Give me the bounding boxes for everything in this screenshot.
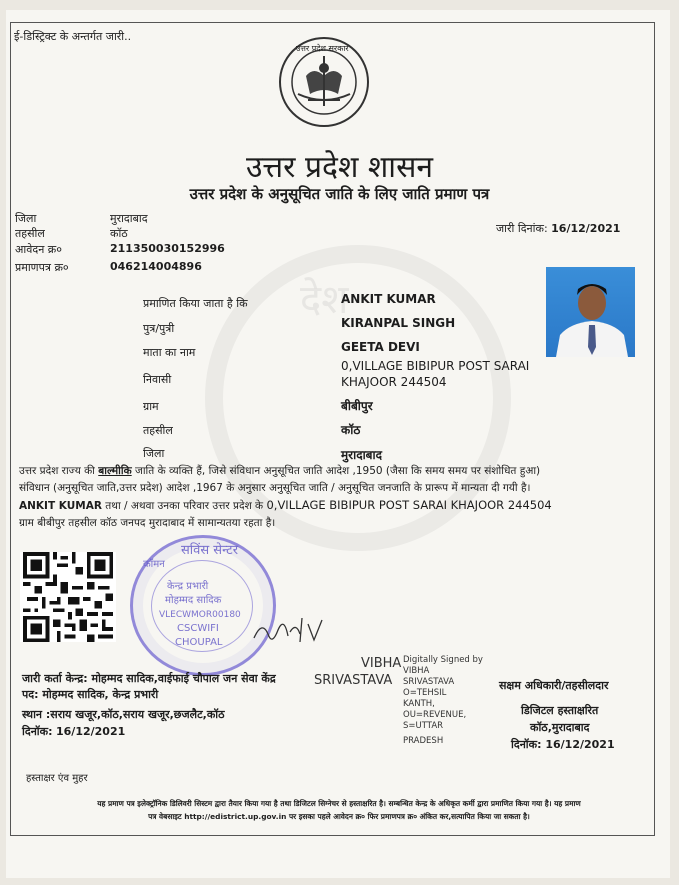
csc-seal-stamp bbox=[130, 535, 276, 676]
village-label: ग्राम bbox=[143, 400, 159, 413]
authority-date bbox=[511, 737, 615, 752]
tehsil-value: कॉठ bbox=[110, 227, 128, 240]
father-name: KIRANPAL SINGH bbox=[341, 316, 456, 330]
issue-date-value: 16/12/2021 bbox=[551, 222, 621, 235]
handwritten-signature bbox=[250, 612, 330, 652]
certify-label: प्रमाणित किया जाता है कि bbox=[143, 297, 248, 310]
tehsil-detail-value: कॉठ bbox=[341, 423, 361, 437]
qr-code-icon bbox=[20, 552, 116, 642]
address-line-1: 0,VILLAGE BIBIPUR POST SARAI bbox=[341, 359, 530, 373]
application-number: 211350030152996 bbox=[110, 242, 225, 255]
body-line-4: ग्राम बीबीपुर तहसील कॉठ जनपद मुरादाबाद में सामान्यतया रहता है। bbox=[19, 517, 276, 529]
sig-line: OU=REVENUE, bbox=[403, 710, 467, 720]
body-line-3: ANKIT KUMAR तथा / अथवा उनका परिवार उत्तर प्रदेश के 0,VILLAGE BIBIPUR POST SARAI KHAJOOR 244504 bbox=[19, 498, 552, 512]
header-note: ई-डिस्ट्रिक्ट के अन्तर्गत जारी.. bbox=[14, 30, 132, 43]
sig-line: O=TEHSIL bbox=[403, 688, 447, 698]
tehsil-label: तहसील bbox=[15, 227, 45, 240]
village-value: बीबीपुर bbox=[341, 399, 373, 413]
issuer-date-label: दिनॉक: bbox=[22, 725, 53, 738]
sig-line: SRIVASTAVA bbox=[403, 677, 455, 687]
body-line-2: संविधान (अनुसूचित जाति,उत्तर प्रदेश) आदेश ,1967 के अनुसार अनुसूचित जाति / अनुसूचित जनजाति के प्रारूप में मान्यता दी गयी है। bbox=[19, 482, 531, 494]
issuer-date-value: 16/12/2021 bbox=[56, 725, 126, 738]
district-detail-value: मुरादाबाद bbox=[341, 448, 383, 462]
digital-signature-details bbox=[403, 655, 483, 732]
caste-name: बाल्मीकि bbox=[98, 465, 132, 477]
address-line-2: KHAJOOR 244504 bbox=[341, 375, 447, 389]
sign-and-seal-label: हस्ताक्षर एंव मुहर bbox=[26, 773, 88, 784]
issue-date bbox=[496, 221, 620, 236]
seal-line-5: CHOUPAL bbox=[175, 637, 223, 648]
authority-date-value: 16/12/2021 bbox=[545, 738, 615, 751]
body-line-1: उत्तर प्रदेश राज्य की बाल्मीकि जाति के व्यक्ति हैं, जिसे संविधान अनुसूचित जाति आदेश ,1950 (जैसा कि समय समय पर संशोधित हुआ) bbox=[19, 465, 541, 477]
sig-pradesh: PRADESH bbox=[403, 736, 444, 746]
footer-note bbox=[14, 797, 664, 823]
authority-digital-signed: डिजिटल हस्ताक्षरित bbox=[521, 704, 599, 717]
sig-line: Digitally Signed by bbox=[403, 655, 483, 665]
applicant-name: ANKIT KUMAR bbox=[341, 292, 436, 306]
issuer-date bbox=[22, 724, 125, 739]
issue-date-label: जारी दिनांक: bbox=[496, 222, 548, 235]
seal-line-4: CSCWIFI bbox=[177, 623, 219, 634]
certificate-body bbox=[19, 463, 659, 532]
tehsil-detail-label: तहसील bbox=[143, 424, 173, 437]
watermark-text: देश bbox=[300, 277, 349, 323]
issuer-center: जारी कर्ता केन्द्र: मोहम्मद सादिक,वाईफाई चौपाल जन सेवा केंद्र bbox=[22, 672, 276, 685]
authority-date-label: दिनॉक: bbox=[511, 738, 542, 751]
footer-line-2: पत्र वेबसाइट http://edistrict.up.gov.in पर इसका पहले आवेदन क्र० फिर प्रमाणपत्र क्र० अंकित कर,सत्यापित किया जा सकता है। bbox=[148, 812, 530, 821]
seal-line-2: मोहम्मद सादिक bbox=[165, 595, 222, 606]
application-label: आवेदन क्र० bbox=[15, 243, 62, 256]
certificate-number: 046214004896 bbox=[110, 260, 202, 273]
address-label: निवासी bbox=[143, 373, 172, 386]
signer-name-line-2: SRIVASTAVA bbox=[314, 673, 393, 688]
issuer-place: स्थान :सराय खजूर,कॉठ,सराय खजूर,छजलैट,कॉठ bbox=[22, 708, 225, 721]
seal-arc-text: सविंस सेन्टर bbox=[181, 543, 239, 558]
seal-line-3: VLECWMOR00180 bbox=[159, 610, 241, 620]
sig-line: KANTH, bbox=[403, 699, 435, 709]
seal-arc-text-2: कॉमन bbox=[143, 559, 165, 570]
district-label: जिला bbox=[15, 212, 37, 225]
certificate-label: प्रमाणपत्र क्र० bbox=[15, 261, 69, 274]
page-title: उत्तर प्रदेश शासन bbox=[245, 150, 433, 185]
seal-line-1: केन्द्र प्रभारी bbox=[167, 581, 209, 592]
emblem-arc-text: उत्तर प्रदेश सरकार bbox=[296, 44, 349, 53]
mother-label: माता का नाम bbox=[143, 346, 196, 359]
authority-title: सक्षम अधिकारी/तहसीलदार bbox=[499, 679, 609, 692]
sig-line: VIBHA bbox=[403, 666, 430, 676]
applicant-photo bbox=[546, 267, 635, 357]
address-value bbox=[341, 358, 529, 390]
district-detail-label: जिला bbox=[143, 447, 165, 460]
son-of-label: पुत्र/पुत्री bbox=[143, 322, 175, 335]
page-subtitle: उत्तर प्रदेश के अनुसूचित जाति के लिए जाति प्रमाण पत्र bbox=[189, 185, 490, 203]
signer-name-line-1: VIBHA bbox=[361, 656, 402, 671]
issuer-post: पद: मोहम्मद सादिक, केन्द्र प्रभारी bbox=[22, 688, 159, 701]
authority-place: कॉठ,मुरादाबाद bbox=[530, 721, 590, 734]
sig-line: S=UTTAR bbox=[403, 721, 444, 731]
district-value: मुरादाबाद bbox=[110, 212, 148, 225]
footer-line-1: यह प्रमाण पत्र इलेक्ट्रॉनिक डिलिवरी सिस्टम द्वारा तैयार किया गया है तथा डिजिटल सिग्नेचर से हस्ताक्षरित है। सम्बन्धित केन्द्र के अधिकृत कर्मी द्वारा प्रमाणित किया गया है। यह प्रमाण bbox=[97, 799, 581, 808]
mother-name: GEETA DEVI bbox=[341, 340, 420, 354]
